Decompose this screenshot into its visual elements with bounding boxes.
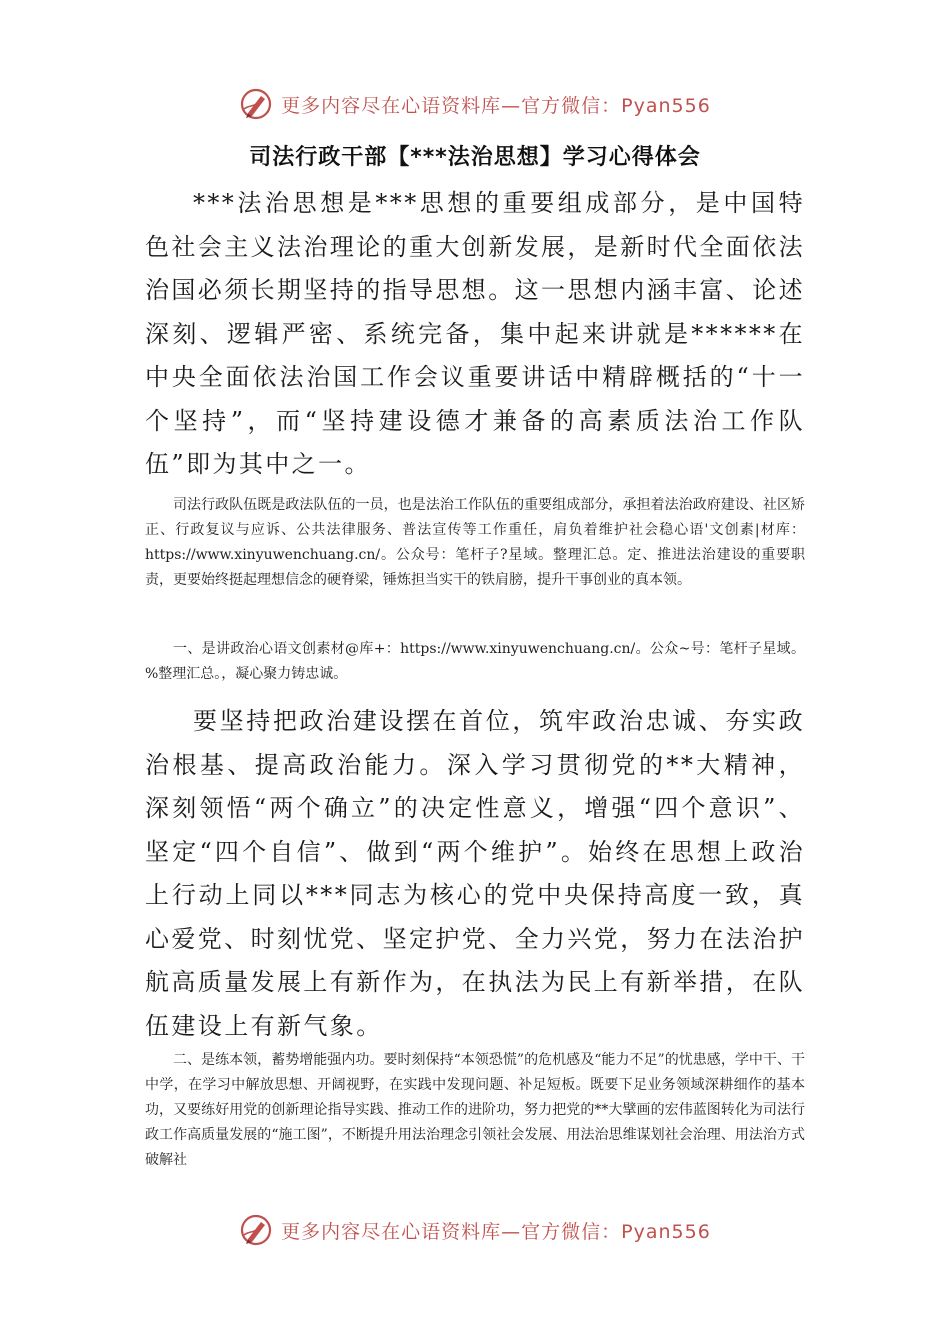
paragraph-intro: ***法治思想是***思想的重要组成部分，是中国特色社会主义法治理论的重大创新发展，是新时代全面依法治国必须长期坚持的指导思想。这一思想内涵丰富、论述深刻、逻辑严密、系统完备，集中起来讲就是******在中央全面依法治国工作会议重要讲话中精辟概括的“十一个坚持”，而“坚持建设德才兼备的高素质法治工作队伍”即为其中之一。 (145, 189, 805, 478)
banner-text: 更多内容尽在心语资料库—官方微信：Pyan556 (281, 1220, 711, 1243)
footer-banner (0, 1208, 950, 1252)
page-title: 司法行政干部【***法治思想】学习心得体会 (249, 145, 701, 170)
banner-text: 更多内容尽在心语资料库—官方微信：Pyan556 (281, 94, 711, 117)
paragraph-section-one-heading: 一、是讲政治心语文创素材@库+：https://www.xinyuwenchuang.cn/。公众~号：笔杆子星域。%整理汇总。，凝心聚力铸忠诚。 (145, 641, 805, 682)
paragraph-team-role: 司法行政队伍既是政法队伍的一员，也是法治工作队伍的重要组成部分，承担着法治政府建设、社区矫正、行政复议与应诉、公共法律服务、普法宣传等工作重任，肩负着维护社会稳心语'文创素|材库：https://www.xinyuwenchuang.cn/。公众号：笔杆子?星域。整理汇总。定、推进法治建设的重要职责，更要始终挺起理想信念的硬脊梁，锤炼担当实干的铁肩膀，提升干事创业的真本领。 (145, 497, 805, 588)
pen-logo-icon (239, 1213, 273, 1247)
paragraph-political-building: 要坚持把政治建设摆在首位，筑牢政治忠诚、夯实政治根基、提高政治能力。深入学习贯彻党的**大精神，深刻领悟“两个确立”的决定性意义，增强“四个意识”、坚定“四个自信”、做到“两个维护”。始终在思想上政治上行动上同以***同志为核心的党中央保持高度一致，真心爱党、时刻忧党、坚定护党、全力兴党，努力在法治护航高质量发展上有新作为，在执法为民上有新举措，在队伍建设上有新气象。 (145, 707, 805, 1040)
paragraph-section-two: 二、是练本领，蓄势增能强内功。要时刻保持“本领恐慌”的危机感及“能力不足”的忧患感，学中干、干中学，在学习中解放思想、开阔视野，在实践中发现问题、补足短板。既要下足业务领域深耕细作的基本功，又要练好用党的创新理论指导实践、推动工作的进阶功，努力把党的**大擘画的宏伟蓝图转化为司法行政工作高质量发展的“施工图”，不断提升用法治理念引领社会发展、用法治思维谋划社会治理、用法治方式破解社 (145, 1052, 805, 1168)
pen-logo-icon (239, 87, 273, 121)
header-banner (0, 82, 950, 126)
